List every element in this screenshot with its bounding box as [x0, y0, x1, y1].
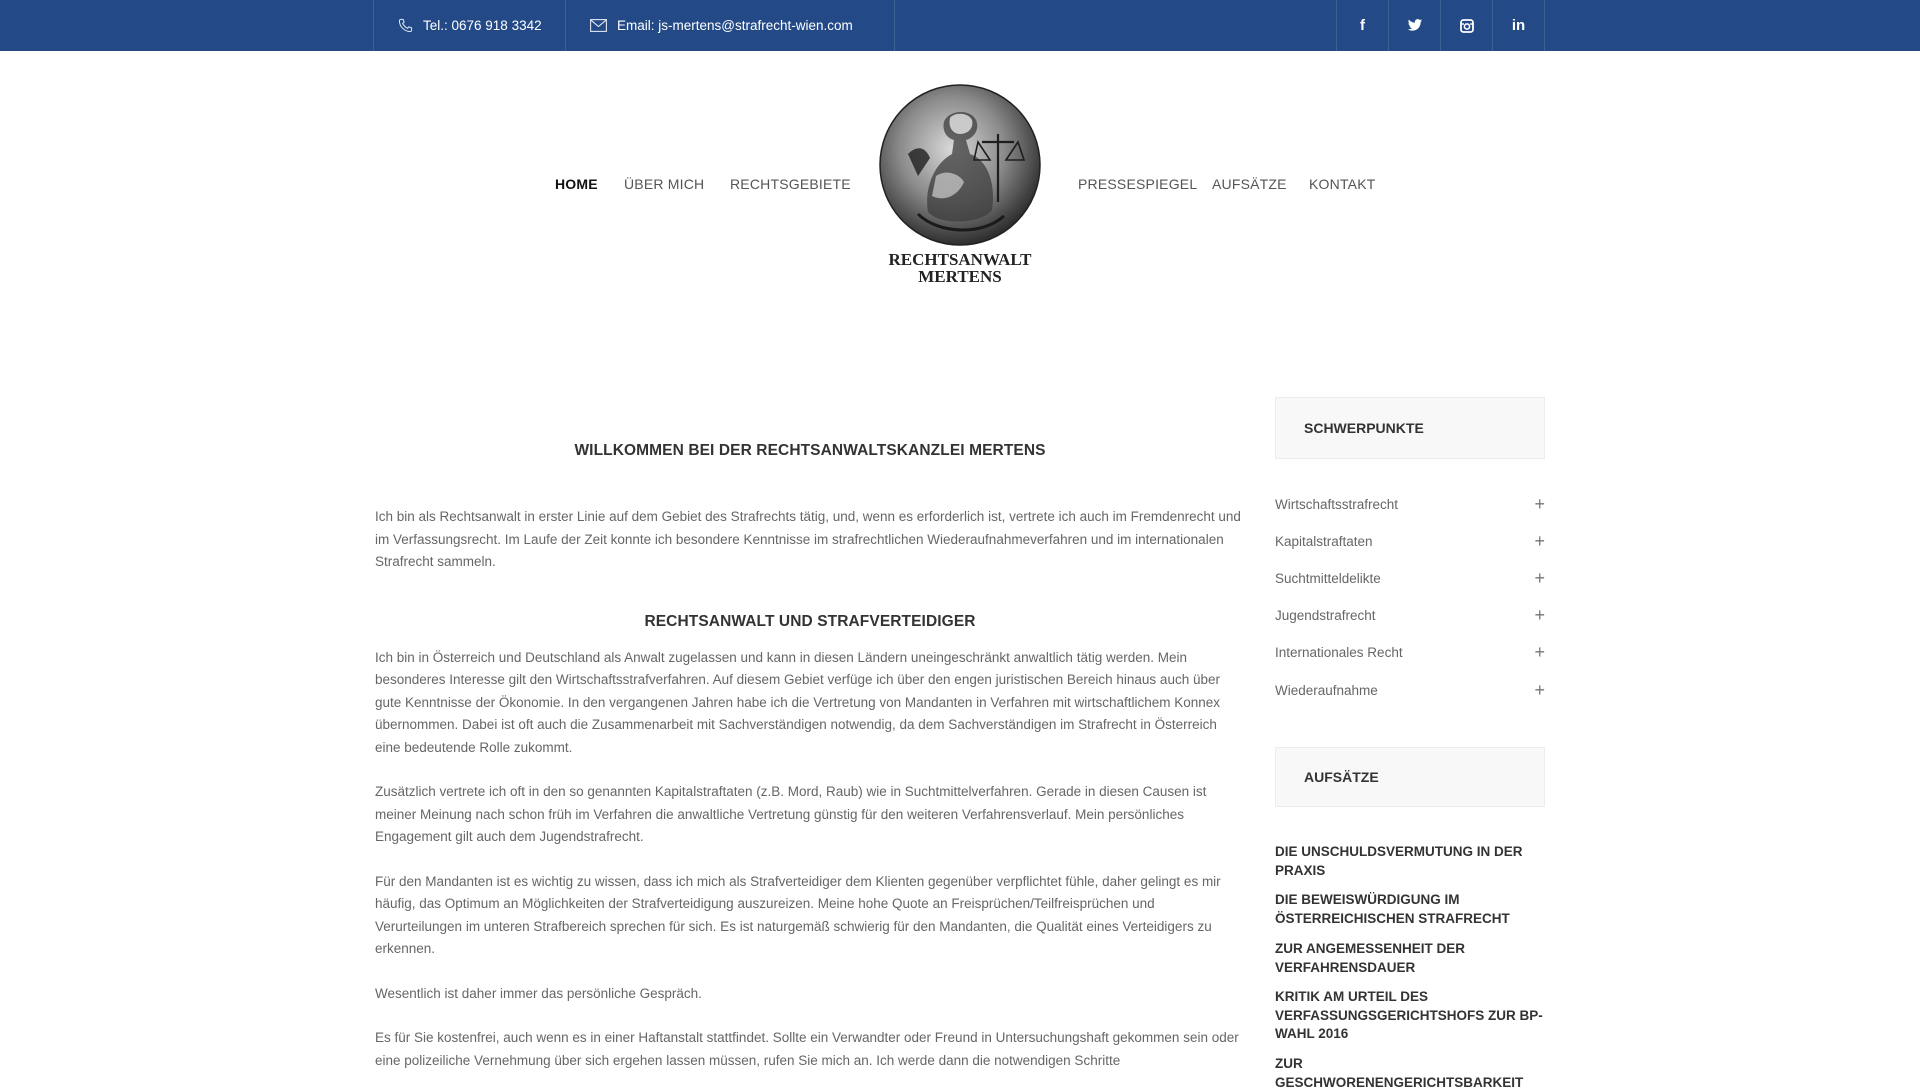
linkedin-icon: in [1511, 17, 1526, 34]
article-link[interactable]: DIE UNSCHULDSVERMUTUNG IN DER PRAXIS [1275, 844, 1523, 878]
nav-contact[interactable]: KONTAKT [1309, 176, 1376, 192]
category-item[interactable] [1275, 531, 1545, 551]
instagram-link[interactable] [1440, 0, 1492, 51]
focus-areas-title: SCHWERPUNKTE [1304, 420, 1424, 436]
email-text: Email: js-mertens@strafrecht-wien.com [617, 18, 853, 33]
paragraph-4: Wesentlich ist daher immer das persönliche Gespräch. [375, 985, 702, 1001]
article-link[interactable]: DIE BEWEISWÜRDIGUNG IM ÖSTERREICHISCHEN STRAFRECHT [1275, 892, 1510, 926]
article-link[interactable]: ZUR ANGEMESSENHEIT DER VERFAHRENSDAUER [1275, 941, 1466, 975]
category-label: Suchtmitteldelikte [1275, 570, 1381, 586]
welcome-heading: WILLKOMMEN BEI DER RECHTSANWALTSKANZLEI MERTENS [574, 442, 1046, 459]
paragraph-5: Es für Sie kostenfrei, auch wenn es in einer Haftanstalt stattfindet. Sollte ein Verwandter oder Freund in Untersuchungshaft gekommen sein oder eine polizeiliche Vernehmung über sich ergehen lassen müssen, rufen Sie mich an. Ich werde dann die notwendigen Schritte [375, 1030, 1239, 1068]
envelope-icon [590, 19, 607, 32]
category-label: Internationales Recht [1275, 644, 1403, 660]
articles-header [1275, 747, 1545, 807]
category-item[interactable] [1275, 680, 1545, 700]
social-links [1336, 0, 1545, 51]
article-link[interactable]: ZUR GESCHWORENENGERICHTSBARKEIT [1275, 1056, 1524, 1090]
phone-text: Tel.: 0676 918 3342 [423, 18, 542, 33]
paragraph-2: Zusätzlich vertrete ich oft in den so genannten Kapitalstraftaten (z.B. Mord, Raub) wie in Suchtmittelverfahren. Gerade in diesen Causen ist meiner Meinung nach schon früh im Verfahren die anwaltliche Vertretung günstig für den weiteren Verfahrensverlauf. Mein persönliches Engagement gilt auch dem Jugendstrafrecht. [375, 784, 1207, 844]
category-item[interactable] [1275, 568, 1545, 588]
plus-icon[interactable]: + [1534, 641, 1545, 662]
phone-icon [398, 18, 413, 33]
facebook-link[interactable] [1336, 0, 1388, 51]
intro-paragraph: Ich bin als Rechtsanwalt in erster Linie auf dem Gebiet des Strafrechts tätig, und, wenn es erforderlich ist, vertrete ich auch im Fremdenrecht und im Verfassungsrecht. Im Laufe der Zeit konnte ich besondere Kenntnisse im strafrechtlichen Wiederaufnahmeverfahren und im internationalen Strafrecht sammeln. [375, 509, 1241, 569]
plus-icon[interactable]: + [1534, 567, 1545, 588]
top-bar [0, 0, 1920, 51]
nav-home[interactable]: HOME [555, 176, 598, 192]
paragraph-3: Für den Mandanten ist es wichtig zu wissen, dass ich mich als Strafverteidiger dem Klienten gegenüber verpflichtet fühle, daher gelingt es mir häufig, das Optimum an Möglichkeiten der Strafverteidigung auszureizen. Meine hohe Quote an Freisprüchen/Teilfreisprüchen und Verurteilungen im unteren Strafbereich sprechen für sich. Es ist naturgemäß schwierig für den Mandanten, die Qualität eines Verteidigers zu erkennen. [375, 873, 1221, 956]
nav-articles[interactable]: AUFSÄTZE [1212, 176, 1287, 192]
twitter-icon [1407, 19, 1423, 32]
plus-icon[interactable]: + [1534, 530, 1545, 551]
twitter-link[interactable] [1388, 0, 1440, 51]
main-content [375, 430, 1245, 1072]
subheading-lawyer: RECHTSANWALT UND STRAFVERTEIDIGER [644, 612, 976, 630]
phone-contact[interactable] [373, 0, 565, 51]
category-item[interactable] [1275, 494, 1545, 514]
linkedin-link[interactable] [1492, 0, 1545, 51]
category-label: Kapitalstraftaten [1275, 533, 1373, 549]
category-label: Wirtschaftsstrafrecht [1275, 496, 1399, 512]
category-item[interactable] [1275, 605, 1545, 625]
sidebar [1275, 397, 1545, 1090]
facebook-icon: f [1360, 17, 1365, 34]
articles-title: AUFSÄTZE [1304, 769, 1379, 785]
justitia-emblem-icon [878, 84, 1042, 246]
logo-line-2: MERTENS [918, 267, 1002, 286]
instagram-icon [1460, 19, 1474, 33]
nav-legal-areas[interactable]: RECHTSGEBIETE [730, 176, 851, 192]
email-contact[interactable] [565, 0, 895, 51]
nav-press[interactable]: PRESSESPIEGEL [1078, 176, 1198, 192]
category-item[interactable] [1275, 642, 1545, 662]
site-logo[interactable] [875, 84, 1045, 285]
nav-about[interactable]: ÜBER MICH [624, 176, 705, 192]
category-label: Jugendstrafrecht [1275, 607, 1376, 623]
plus-icon[interactable]: + [1534, 679, 1545, 700]
focus-areas-header [1275, 397, 1545, 459]
article-link[interactable]: KRITIK AM URTEIL DES VERFASSUNGSGERICHTSHOFS ZUR BP-WAHL 2016 [1275, 989, 1543, 1041]
plus-icon[interactable]: + [1534, 604, 1545, 625]
paragraph-1: Ich bin in Österreich und Deutschland als Anwalt zugelassen und kann in diesen Ländern uneingeschränkt anwaltlich tätig werden. Mein besonderes Interesse gilt den Wirtschaftsstrafverfahren. Auf diesem Gebiet verfüge ich über den engen juristischen Bereich hinaus auch über gute Kenntnisse der Ökonomie. In den vergangenen Jahren habe ich die Vertretung von Mandanten in Verfahren mit wirtschaftlichem Konnex übernommen. Dabei ist oft auch die Zusammenarbeit mit Sachverständigen notwendig, da dem Sachverständigen im Strafrecht in Österreich eine bedeutende Rolle zukommt. [375, 649, 1221, 755]
category-label: Wiederaufnahme [1275, 682, 1378, 698]
logo-line-1: RECHTSANWALT [888, 250, 1032, 269]
plus-icon[interactable]: + [1534, 493, 1545, 514]
